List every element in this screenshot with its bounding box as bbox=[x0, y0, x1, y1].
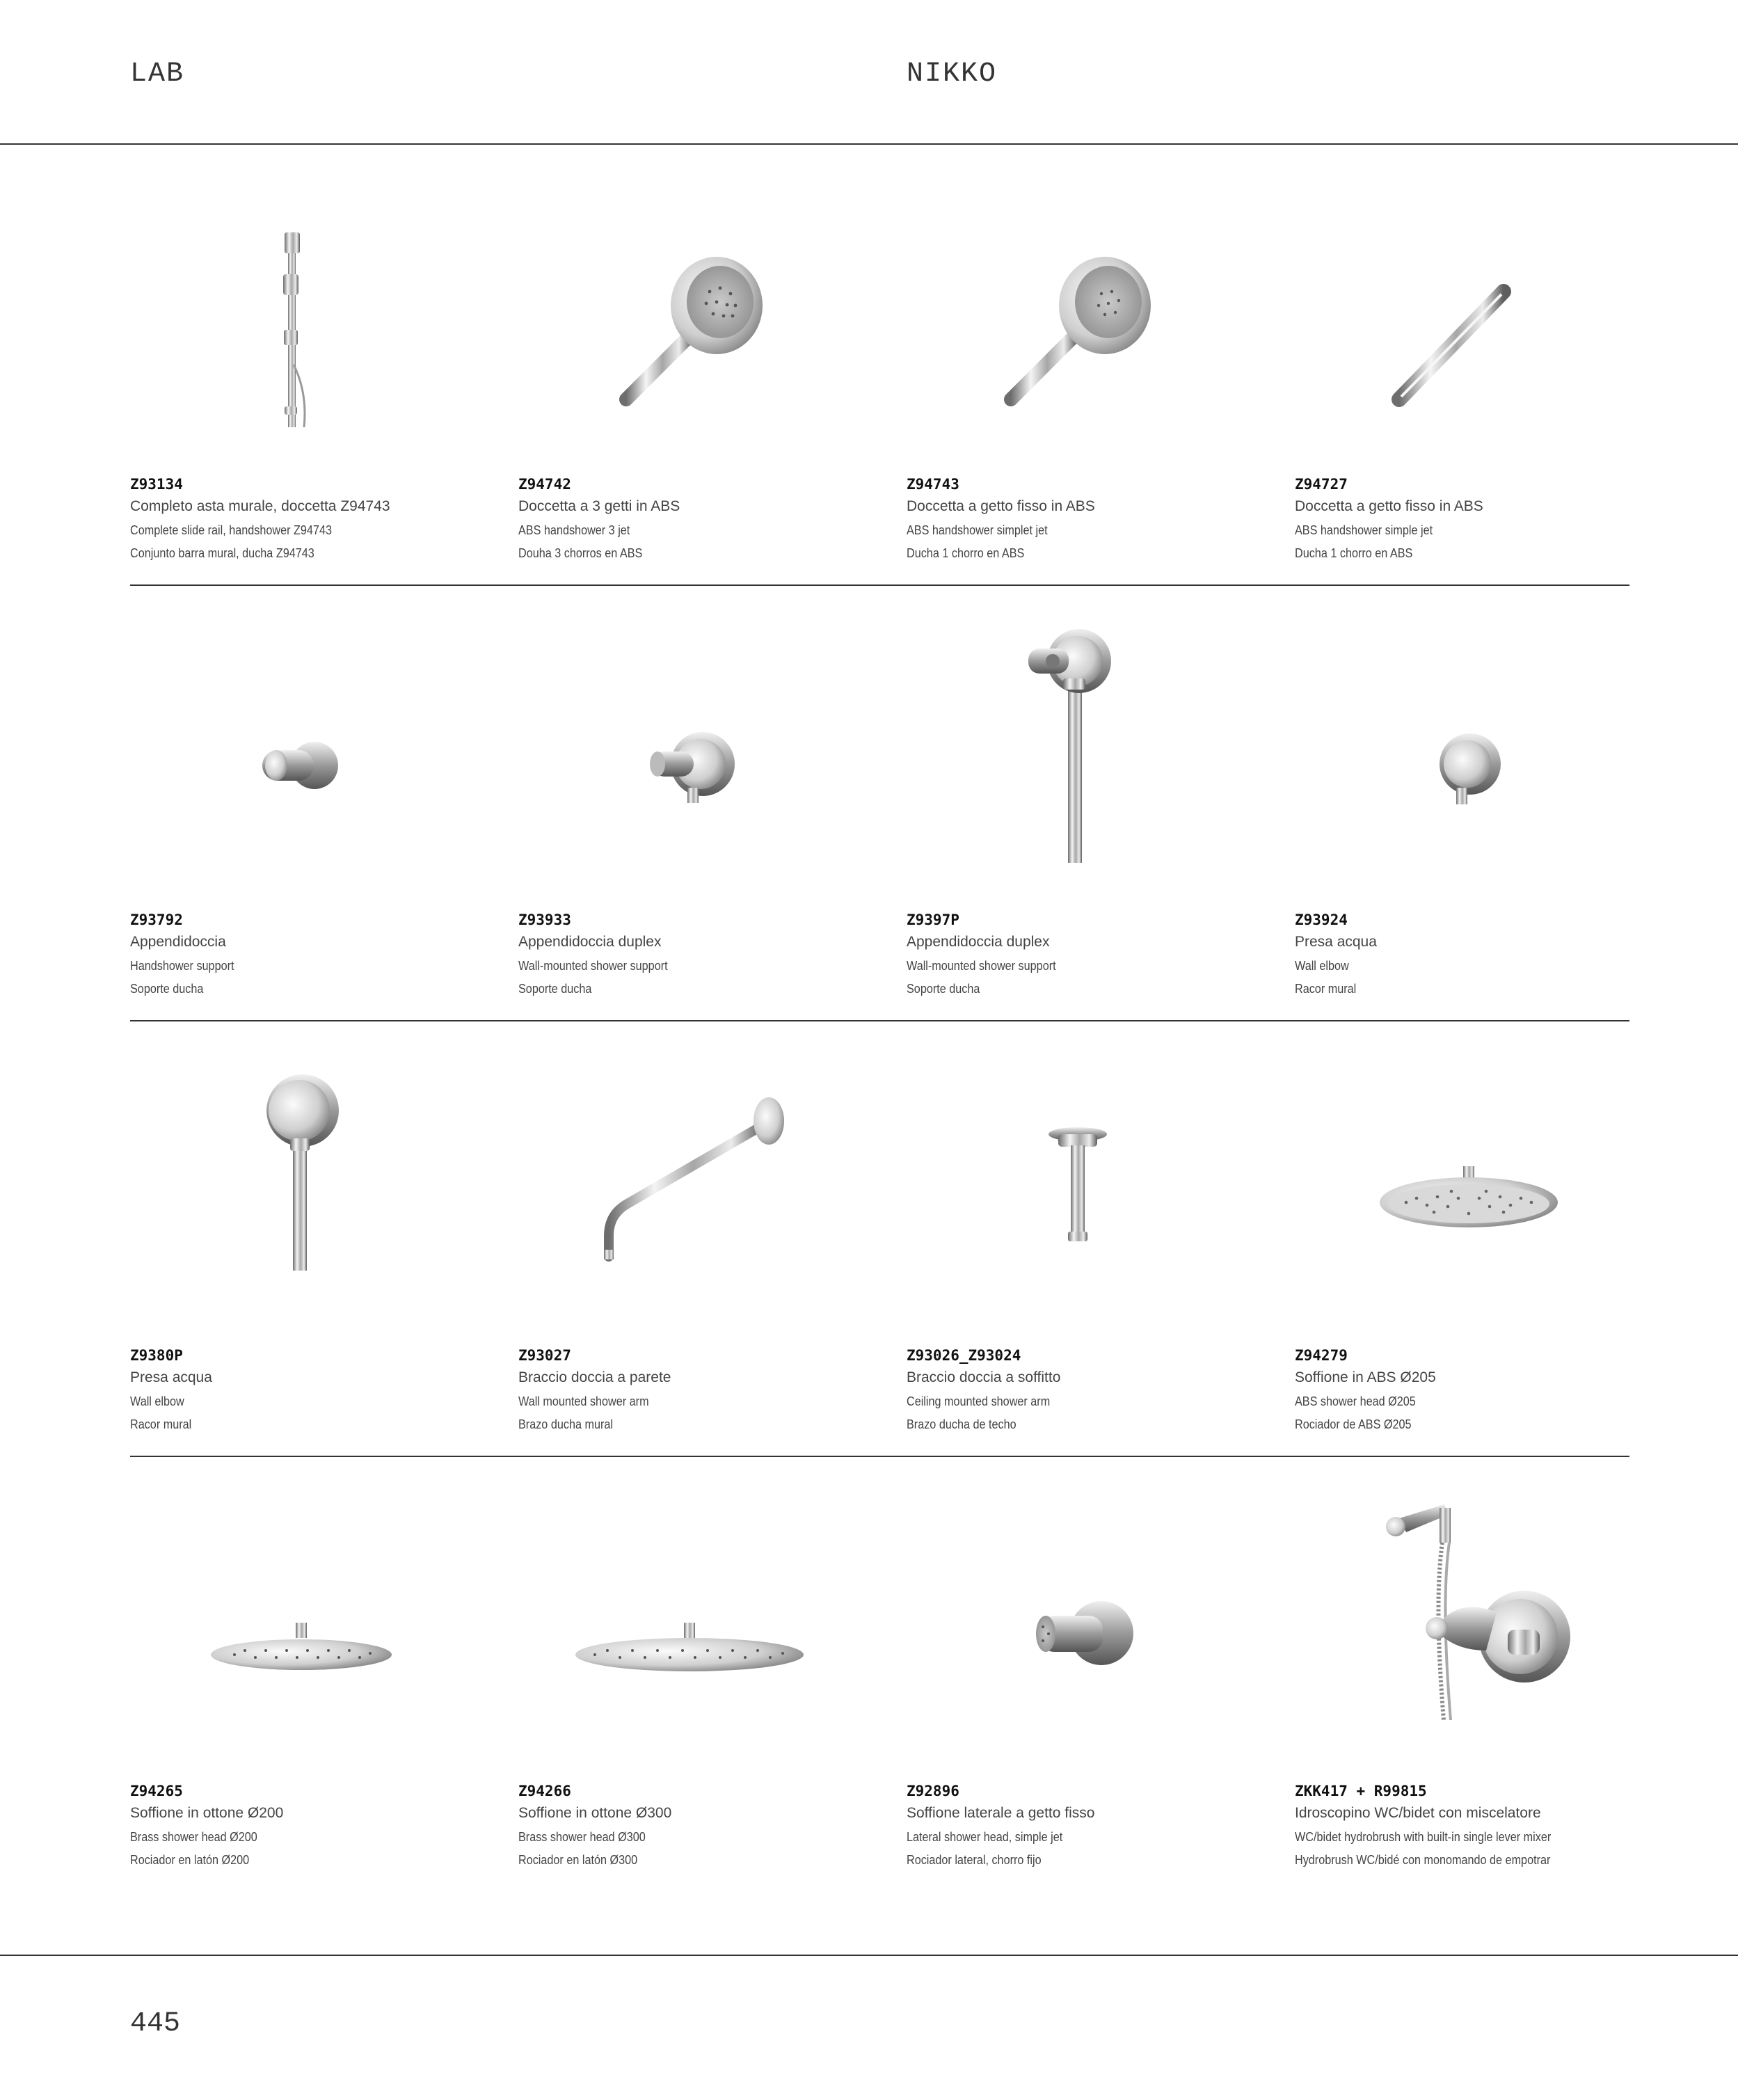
wall-elbow-pipe-icon bbox=[130, 1041, 478, 1298]
product-desc-es: Douha 3 chorros en ABS bbox=[518, 546, 643, 560]
product-code: Z93933 bbox=[518, 912, 571, 928]
product-row bbox=[130, 584, 1629, 1021]
header-collection: NIKKO bbox=[907, 58, 998, 90]
product-desc-it: Completo asta murale, doccetta Z94743 bbox=[130, 498, 390, 514]
product-desc-it: Idroscopino WC/bidet con miscelatore bbox=[1295, 1805, 1541, 1821]
product-code: Z93792 bbox=[130, 912, 183, 928]
stick-handshower-icon bbox=[1295, 170, 1643, 427]
product-code: Z93027 bbox=[518, 1347, 571, 1364]
product-desc-en: Wall elbow bbox=[1295, 959, 1349, 973]
product-desc-es: Racor mural bbox=[130, 1417, 192, 1431]
product-card[interactable] bbox=[907, 149, 1282, 584]
duplex-support-icon bbox=[518, 605, 866, 863]
product-row bbox=[130, 1456, 1629, 1891]
product-desc-en: WC/bidet hydrobrush with built-in single lever mixer bbox=[1295, 1830, 1552, 1844]
hydrobrush-mixer-icon bbox=[1295, 1477, 1643, 1734]
product-card[interactable] bbox=[130, 584, 506, 1020]
shower-head-300-icon bbox=[518, 1477, 866, 1734]
product-desc-it: Appendidoccia duplex bbox=[907, 934, 1050, 950]
product-desc-it: Soffione in ABS Ø205 bbox=[1295, 1369, 1436, 1385]
product-card[interactable] bbox=[1295, 1456, 1671, 1891]
product-desc-it: Soffione laterale a getto fisso bbox=[907, 1805, 1095, 1821]
product-card[interactable] bbox=[1295, 149, 1671, 584]
product-desc-es: Rociador lateral, chorro fijo bbox=[907, 1853, 1042, 1867]
product-code: Z92896 bbox=[907, 1783, 959, 1799]
product-desc-en: Wall mounted shower arm bbox=[518, 1394, 649, 1408]
product-desc-it: Appendidoccia bbox=[130, 934, 226, 950]
product-desc-en: Wall elbow bbox=[130, 1394, 184, 1408]
shower-head-205-icon bbox=[1295, 1041, 1643, 1298]
product-code: Z9380P bbox=[130, 1347, 183, 1364]
product-desc-es: Rociador de ABS Ø205 bbox=[1295, 1417, 1412, 1431]
product-desc-en: Brass shower head Ø200 bbox=[130, 1830, 257, 1844]
product-desc-en: Ceiling mounted shower arm bbox=[907, 1394, 1051, 1408]
product-card[interactable] bbox=[130, 149, 506, 584]
product-desc-it: Presa acqua bbox=[130, 1369, 212, 1385]
product-card[interactable] bbox=[907, 1456, 1282, 1891]
product-desc-en: ABS handshower simple jet bbox=[1295, 523, 1433, 537]
product-code: Z93026_Z93024 bbox=[907, 1347, 1021, 1364]
product-desc-es: Rociador en latón Ø200 bbox=[130, 1853, 250, 1867]
product-card[interactable] bbox=[518, 149, 894, 584]
header-brand: LAB bbox=[130, 58, 185, 90]
product-desc-en: ABS handshower simplet jet bbox=[907, 523, 1048, 537]
product-code: Z94279 bbox=[1295, 1347, 1348, 1364]
product-desc-es: Ducha 1 chorro en ABS bbox=[1295, 546, 1413, 560]
product-desc-es: Ducha 1 chorro en ABS bbox=[907, 546, 1025, 560]
product-desc-it: Doccetta a getto fisso in ABS bbox=[907, 498, 1095, 514]
product-desc-en: Lateral shower head, simple jet bbox=[907, 1830, 1063, 1844]
product-code: Z94727 bbox=[1295, 476, 1348, 493]
duplex-support-pipe-icon bbox=[907, 605, 1254, 863]
product-desc-es: Hydrobrush WC/bidé con monomando de empotrar bbox=[1295, 1853, 1551, 1867]
product-code: Z94742 bbox=[518, 476, 571, 493]
product-desc-it: Doccetta a getto fisso in ABS bbox=[1295, 498, 1483, 514]
product-desc-it: Appendidoccia duplex bbox=[518, 934, 662, 950]
product-code: Z93134 bbox=[130, 476, 183, 493]
product-desc-it: Doccetta a 3 getti in ABS bbox=[518, 498, 680, 514]
ceiling-shower-arm-icon bbox=[907, 1041, 1254, 1298]
product-card[interactable] bbox=[130, 1020, 506, 1456]
shower-head-200-icon bbox=[130, 1477, 478, 1734]
product-desc-en: Wall-mounted shower support bbox=[518, 959, 668, 973]
product-code: Z9397P bbox=[907, 912, 959, 928]
product-desc-en: Handshower support bbox=[130, 959, 234, 973]
product-desc-en: Wall-mounted shower support bbox=[907, 959, 1056, 973]
page-number: 445 bbox=[130, 2008, 181, 2039]
product-row bbox=[130, 149, 1629, 586]
product-desc-es: Rociador en latón Ø300 bbox=[518, 1853, 638, 1867]
product-desc-es: Conjunto barra mural, ducha Z94743 bbox=[130, 546, 314, 560]
product-desc-es: Soporte ducha bbox=[518, 982, 592, 996]
wall-shower-arm-icon bbox=[518, 1041, 866, 1298]
product-card[interactable] bbox=[907, 584, 1282, 1020]
product-desc-it: Soffione in ottone Ø200 bbox=[130, 1805, 284, 1821]
product-desc-es: Soporte ducha bbox=[907, 982, 980, 996]
product-card[interactable] bbox=[518, 1020, 894, 1456]
product-desc-it: Soffione in ottone Ø300 bbox=[518, 1805, 672, 1821]
top-rule bbox=[0, 143, 1738, 145]
product-card[interactable] bbox=[1295, 1020, 1671, 1456]
handshower-3-jet-icon bbox=[518, 170, 866, 427]
product-desc-en: Brass shower head Ø300 bbox=[518, 1830, 646, 1844]
product-card[interactable] bbox=[518, 584, 894, 1020]
handshower-single-jet-icon bbox=[907, 170, 1254, 427]
product-code: Z94266 bbox=[518, 1783, 571, 1799]
product-card[interactable] bbox=[1295, 584, 1671, 1020]
product-desc-es: Soporte ducha bbox=[130, 982, 204, 996]
product-desc-it: Presa acqua bbox=[1295, 934, 1377, 950]
product-code: ZKK417 + R99815 bbox=[1295, 1783, 1427, 1799]
product-desc-es: Racor mural bbox=[1295, 982, 1357, 996]
product-row bbox=[130, 1020, 1629, 1457]
product-desc-es: Brazo ducha mural bbox=[518, 1417, 613, 1431]
product-code: Z94743 bbox=[907, 476, 959, 493]
slide-rail-set-icon bbox=[130, 170, 478, 427]
product-desc-en: Complete slide rail, handshower Z94743 bbox=[130, 523, 332, 537]
wall-elbow-icon bbox=[1295, 605, 1643, 863]
product-code: Z94265 bbox=[130, 1783, 183, 1799]
lateral-jet-icon bbox=[907, 1477, 1254, 1734]
handshower-support-icon bbox=[130, 605, 478, 863]
product-code: Z93924 bbox=[1295, 912, 1348, 928]
product-desc-it: Braccio doccia a soffitto bbox=[907, 1369, 1061, 1385]
product-desc-en: ABS handshower 3 jet bbox=[518, 523, 630, 537]
product-desc-es: Brazo ducha de techo bbox=[907, 1417, 1017, 1431]
product-card[interactable] bbox=[907, 1020, 1282, 1456]
product-card[interactable] bbox=[130, 1456, 506, 1891]
bottom-rule bbox=[0, 1955, 1738, 1956]
product-desc-en: ABS shower head Ø205 bbox=[1295, 1394, 1416, 1408]
product-card[interactable] bbox=[518, 1456, 894, 1891]
product-desc-it: Braccio doccia a parete bbox=[518, 1369, 671, 1385]
